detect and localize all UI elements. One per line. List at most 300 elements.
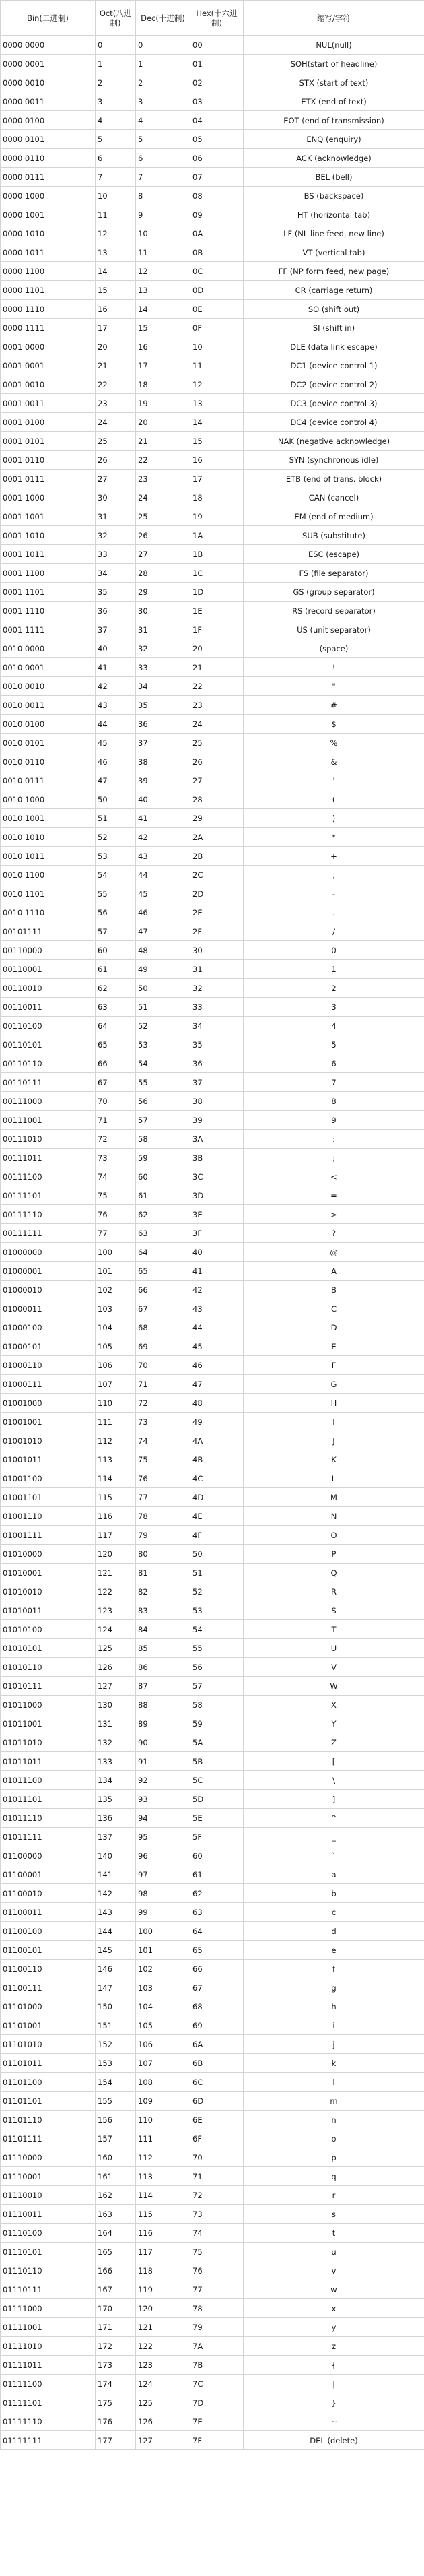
cell-char: RS (record separator) [244,602,424,620]
table-row [1,1922,424,1941]
cell-bin: 0000 1100 [1,262,96,281]
cell-hex: 0E [190,300,244,319]
table-row [1,451,424,470]
table-row [1,1375,424,1394]
cell-hex: 64 [190,1922,244,1941]
table-row [1,960,424,979]
cell-hex: 32 [190,979,244,998]
cell-char: L [244,1469,424,1488]
cell-bin: 0010 1011 [1,847,96,866]
table-row [1,734,424,752]
cell-oct: 15 [96,281,136,300]
cell-dec: 19 [136,394,190,413]
cell-bin: 0000 1101 [1,281,96,300]
cell-oct: 127 [96,1677,136,1696]
cell-dec: 8 [136,187,190,205]
cell-hex: 76 [190,2261,244,2280]
cell-char: 5 [244,1035,424,1054]
cell-char: s [244,2205,424,2224]
header-dec: Dec(十进制) [136,1,190,36]
cell-oct: 121 [96,1564,136,1582]
cell-hex: 77 [190,2280,244,2299]
cell-oct: 31 [96,507,136,526]
cell-hex: 3A [190,1130,244,1149]
cell-char: ) [244,809,424,828]
cell-bin: 0001 1100 [1,564,96,583]
table-row [1,2129,424,2148]
header-char: 缩写/字符 [244,1,424,36]
cell-bin: 00101111 [1,922,96,941]
cell-char: x [244,2299,424,2318]
cell-bin: 0010 0101 [1,734,96,752]
cell-bin: 01111010 [1,2337,96,2356]
cell-bin: 01000101 [1,1337,96,1356]
cell-oct: 25 [96,432,136,451]
cell-dec: 5 [136,130,190,149]
cell-hex: 70 [190,2148,244,2167]
cell-oct: 74 [96,1167,136,1186]
cell-hex: 20 [190,639,244,658]
cell-dec: 28 [136,564,190,583]
table-header [1,1,424,36]
cell-dec: 62 [136,1205,190,1224]
cell-hex: 17 [190,470,244,488]
cell-hex: 07 [190,168,244,187]
cell-hex: 42 [190,1281,244,1299]
cell-char: R [244,1582,424,1601]
table-row [1,1413,424,1431]
cell-bin: 01111110 [1,2412,96,2431]
cell-bin: 0000 0001 [1,55,96,73]
cell-oct: 154 [96,2073,136,2092]
cell-oct: 71 [96,1111,136,1130]
table-row [1,1771,424,1790]
cell-oct: 34 [96,564,136,583]
cell-hex: 10 [190,337,244,356]
cell-dec: 119 [136,2280,190,2299]
table-row [1,696,424,715]
cell-hex: 45 [190,1337,244,1356]
table-row [1,828,424,847]
cell-oct: 47 [96,771,136,790]
table-row [1,1564,424,1582]
cell-dec: 88 [136,1696,190,1714]
cell-oct: 20 [96,337,136,356]
table-row [1,1865,424,1884]
cell-oct: 176 [96,2412,136,2431]
cell-hex: 73 [190,2205,244,2224]
cell-dec: 76 [136,1469,190,1488]
cell-dec: 120 [136,2299,190,2318]
cell-bin: 01100010 [1,1884,96,1903]
cell-dec: 92 [136,1771,190,1790]
cell-bin: 01011111 [1,1828,96,1846]
table-row [1,1733,424,1752]
cell-oct: 102 [96,1281,136,1299]
cell-bin: 0010 0000 [1,639,96,658]
cell-char: ESC (escape) [244,545,424,564]
cell-oct: 105 [96,1337,136,1356]
cell-hex: 41 [190,1262,244,1281]
cell-char: + [244,847,424,866]
cell-bin: 01101110 [1,2111,96,2129]
cell-dec: 102 [136,1960,190,1978]
cell-hex: 21 [190,658,244,677]
table-row [1,884,424,903]
cell-hex: 4B [190,1450,244,1469]
table-row [1,73,424,92]
cell-dec: 73 [136,1413,190,1431]
cell-bin: 0001 0111 [1,470,96,488]
cell-bin: 0001 0001 [1,356,96,375]
table-row [1,111,424,130]
table-row [1,1243,424,1262]
table-row [1,658,424,677]
cell-dec: 18 [136,375,190,394]
cell-oct: 164 [96,2224,136,2243]
cell-hex: 5D [190,1790,244,1809]
cell-hex: 4C [190,1469,244,1488]
table-row [1,2035,424,2054]
cell-oct: 112 [96,1431,136,1450]
cell-dec: 25 [136,507,190,526]
cell-dec: 14 [136,300,190,319]
cell-oct: 4 [96,111,136,130]
cell-bin: 0000 1011 [1,243,96,262]
cell-oct: 152 [96,2035,136,2054]
cell-oct: 167 [96,2280,136,2299]
cell-bin: 01011000 [1,1696,96,1714]
cell-char: VT (vertical tab) [244,243,424,262]
cell-dec: 33 [136,658,190,677]
table-row [1,205,424,224]
table-row [1,1431,424,1450]
cell-oct: 32 [96,526,136,545]
cell-oct: 151 [96,2016,136,2035]
table-row [1,281,424,300]
cell-hex: 2B [190,847,244,866]
table-row [1,545,424,564]
cell-hex: 40 [190,1243,244,1262]
cell-char: M [244,1488,424,1507]
cell-dec: 121 [136,2318,190,2337]
table-row [1,92,424,111]
cell-char: ; [244,1149,424,1167]
table-row [1,55,424,73]
cell-bin: 0000 0110 [1,149,96,168]
cell-oct: 144 [96,1922,136,1941]
cell-char: { [244,2356,424,2375]
table-row [1,526,424,545]
cell-hex: 2E [190,903,244,922]
cell-hex: 46 [190,1356,244,1375]
cell-dec: 113 [136,2167,190,2186]
cell-oct: 67 [96,1073,136,1092]
cell-hex: 15 [190,432,244,451]
table-row [1,1677,424,1696]
cell-dec: 100 [136,1922,190,1941]
cell-oct: 16 [96,300,136,319]
cell-bin: 01001001 [1,1413,96,1431]
cell-bin: 0001 1111 [1,620,96,639]
cell-dec: 124 [136,2375,190,2393]
table-row [1,375,424,394]
cell-char: ETX (end of text) [244,92,424,111]
cell-dec: 94 [136,1809,190,1828]
cell-dec: 123 [136,2356,190,2375]
table-row [1,790,424,809]
cell-oct: 43 [96,696,136,715]
cell-bin: 0001 1000 [1,488,96,507]
table-row [1,1149,424,1167]
table-row [1,1054,424,1073]
cell-bin: 01101000 [1,1997,96,2016]
cell-oct: 64 [96,1017,136,1035]
cell-hex: 3F [190,1224,244,1243]
cell-dec: 11 [136,243,190,262]
cell-dec: 38 [136,752,190,771]
cell-bin: 01101100 [1,2073,96,2092]
cell-dec: 57 [136,1111,190,1130]
cell-dec: 17 [136,356,190,375]
cell-oct: 156 [96,2111,136,2129]
cell-bin: 01100100 [1,1922,96,1941]
cell-char: DC1 (device control 1) [244,356,424,375]
cell-oct: 6 [96,149,136,168]
cell-hex: 12 [190,375,244,394]
cell-char: | [244,2375,424,2393]
cell-hex: 52 [190,1582,244,1601]
cell-char: N [244,1507,424,1526]
cell-char: k [244,2054,424,2073]
cell-oct: 35 [96,583,136,602]
cell-bin: 0000 0101 [1,130,96,149]
cell-oct: 174 [96,2375,136,2393]
cell-bin: 0010 1001 [1,809,96,828]
cell-oct: 141 [96,1865,136,1884]
cell-char: q [244,2167,424,2186]
table-row [1,1846,424,1865]
cell-oct: 175 [96,2393,136,2412]
cell-oct: 60 [96,941,136,960]
cell-oct: 62 [96,979,136,998]
cell-bin: 01001101 [1,1488,96,1507]
cell-bin: 0001 1001 [1,507,96,526]
cell-oct: 137 [96,1828,136,1846]
cell-oct: 172 [96,2337,136,2356]
cell-hex: 6D [190,2092,244,2111]
cell-hex: 7C [190,2375,244,2393]
cell-dec: 84 [136,1620,190,1639]
table-row [1,36,424,55]
table-row [1,507,424,526]
cell-dec: 106 [136,2035,190,2054]
cell-bin: 01101111 [1,2129,96,2148]
cell-bin: 0000 0111 [1,168,96,187]
cell-dec: 78 [136,1507,190,1526]
cell-char: r [244,2186,424,2205]
cell-char: 9 [244,1111,424,1130]
cell-oct: 133 [96,1752,136,1771]
cell-hex: 2D [190,884,244,903]
cell-oct: 163 [96,2205,136,2224]
cell-char: DLE (data link escape) [244,337,424,356]
cell-bin: 0010 0010 [1,677,96,696]
cell-char: G [244,1375,424,1394]
cell-oct: 2 [96,73,136,92]
table-row [1,1658,424,1677]
cell-char: y [244,2318,424,2337]
cell-oct: 111 [96,1413,136,1431]
cell-dec: 0 [136,36,190,55]
cell-char: c [244,1903,424,1922]
table-row [1,2167,424,2186]
cell-dec: 29 [136,583,190,602]
cell-hex: 28 [190,790,244,809]
cell-bin: 01001111 [1,1526,96,1545]
cell-dec: 86 [136,1658,190,1677]
cell-bin: 0001 1010 [1,526,96,545]
cell-hex: 7F [190,2431,244,2450]
cell-char: $ [244,715,424,734]
cell-hex: 65 [190,1941,244,1960]
cell-hex: 05 [190,130,244,149]
cell-dec: 125 [136,2393,190,2412]
table-row [1,1526,424,1545]
cell-char: e [244,1941,424,1960]
cell-dec: 64 [136,1243,190,1262]
cell-bin: 01101010 [1,2035,96,2054]
cell-hex: 29 [190,809,244,828]
cell-oct: 170 [96,2299,136,2318]
cell-bin: 01101001 [1,2016,96,2035]
table-row [1,1469,424,1488]
cell-char: t [244,2224,424,2243]
cell-char: SYN (synchronous idle) [244,451,424,470]
cell-hex: 14 [190,413,244,432]
cell-oct: 41 [96,658,136,677]
cell-char: ` [244,1846,424,1865]
cell-oct: 63 [96,998,136,1017]
cell-char: CAN (cancel) [244,488,424,507]
cell-bin: 00111010 [1,1130,96,1149]
cell-hex: 5B [190,1752,244,1771]
cell-hex: 4E [190,1507,244,1526]
cell-hex: 69 [190,2016,244,2035]
cell-hex: 06 [190,149,244,168]
table-row [1,1903,424,1922]
cell-dec: 9 [136,205,190,224]
cell-char: ACK (acknowledge) [244,149,424,168]
cell-char: - [244,884,424,903]
table-row [1,488,424,507]
cell-dec: 79 [136,1526,190,1545]
cell-dec: 67 [136,1299,190,1318]
cell-bin: 01101101 [1,2092,96,2111]
cell-bin: 01001011 [1,1450,96,1469]
cell-hex: 26 [190,752,244,771]
cell-char: 2 [244,979,424,998]
cell-bin: 0001 1101 [1,583,96,602]
cell-dec: 68 [136,1318,190,1337]
cell-bin: 0010 0001 [1,658,96,677]
cell-dec: 95 [136,1828,190,1846]
cell-bin: 00110100 [1,1017,96,1035]
cell-oct: 155 [96,2092,136,2111]
cell-char: 3 [244,998,424,1017]
cell-oct: 7 [96,168,136,187]
table-row [1,941,424,960]
cell-dec: 23 [136,470,190,488]
cell-hex: 54 [190,1620,244,1639]
table-row [1,470,424,488]
table-row [1,1809,424,1828]
cell-dec: 91 [136,1752,190,1771]
cell-dec: 31 [136,620,190,639]
table-row [1,1092,424,1111]
cell-hex: 1F [190,620,244,639]
cell-dec: 53 [136,1035,190,1054]
table-row [1,2280,424,2299]
cell-bin: 01110000 [1,2148,96,2167]
table-row [1,1960,424,1978]
cell-dec: 42 [136,828,190,847]
cell-char: = [244,1186,424,1205]
cell-dec: 37 [136,734,190,752]
cell-hex: 39 [190,1111,244,1130]
cell-char: j [244,2035,424,2054]
cell-bin: 01111100 [1,2375,96,2393]
cell-hex: 04 [190,111,244,130]
cell-char: T [244,1620,424,1639]
table-row [1,752,424,771]
cell-oct: 134 [96,1771,136,1790]
cell-hex: 5E [190,1809,244,1828]
cell-oct: 177 [96,2431,136,2450]
cell-char: ~ [244,2412,424,2431]
cell-char: h [244,1997,424,2016]
cell-oct: 40 [96,639,136,658]
cell-char: HT (horizontal tab) [244,205,424,224]
cell-bin: 01111111 [1,2431,96,2450]
cell-dec: 103 [136,1978,190,1997]
cell-bin: 01110100 [1,2224,96,2243]
cell-bin: 01101011 [1,2054,96,2073]
cell-dec: 116 [136,2224,190,2243]
cell-dec: 89 [136,1714,190,1733]
cell-dec: 70 [136,1356,190,1375]
cell-bin: 01000000 [1,1243,96,1262]
cell-bin: 0010 1101 [1,884,96,903]
cell-char: % [244,734,424,752]
cell-char: DC4 (device control 4) [244,413,424,432]
cell-hex: 47 [190,1375,244,1394]
cell-char: E [244,1337,424,1356]
cell-oct: 140 [96,1846,136,1865]
table-row [1,2054,424,2073]
table-row [1,1488,424,1507]
cell-hex: 6A [190,2035,244,2054]
cell-char: p [244,2148,424,2167]
cell-oct: 65 [96,1035,136,1054]
table-row [1,356,424,375]
table-row [1,1582,424,1601]
cell-dec: 72 [136,1394,190,1413]
cell-dec: 122 [136,2337,190,2356]
cell-oct: 153 [96,2054,136,2073]
cell-char: ! [244,658,424,677]
cell-oct: 147 [96,1978,136,1997]
